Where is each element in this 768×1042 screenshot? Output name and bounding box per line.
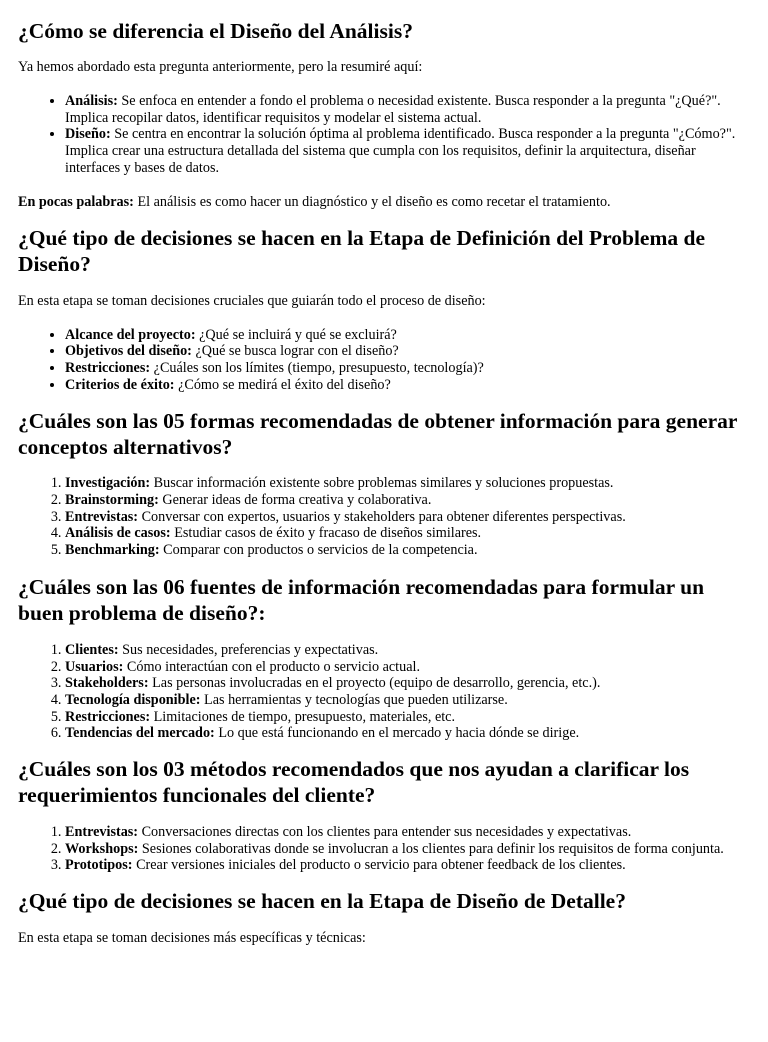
item-term: Objetivos del diseño: [65,343,192,360]
item-text: Limitaciones de tiempo, presupuesto, materiales, etc. [150,708,456,725]
list-item [65,725,750,742]
section-intro: Ya hemos abordado esta pregunta anteriormente, pero la resumiré aquí: [18,59,423,75]
section-heading: ¿Cuáles son los 03 métodos recomendados que nos ayudan a clarificar los requerimientos funcionales del cliente? [18,757,690,808]
summary-term: En pocas palabras: [18,193,134,210]
item-term: Brainstorming: [65,492,159,509]
list-item [65,857,750,874]
item-text: Estudiar casos de éxito y fracaso de diseños similares. [170,525,482,542]
item-term: Diseño: [65,126,111,143]
section-heading: ¿Cómo se diferencia el Diseño del Análisis? [18,19,413,43]
item-text: ¿Cómo se medirá el éxito del diseño? [174,376,391,393]
item-text: Crear versiones iniciales del producto o servicio para obtener feedback de los clientes. [132,857,626,874]
item-text: Sesiones colaborativas donde se involucran a los clientes para definir los requisitos de forma conjunta. [138,840,724,857]
item-text: Las personas involucradas en el proyecto (equipo de desarrollo, gerencia, etc.). [148,675,601,692]
item-term: Restricciones: [65,359,151,376]
list-item [65,525,750,542]
item-term: Entrevistas: [65,824,139,841]
list-item [65,709,750,726]
item-term: Stakeholders: [65,675,149,692]
list-item [65,659,750,676]
section-heading: ¿Qué tipo de decisiones se hacen en la Etapa de Definición del Problema de Diseño? [18,225,706,276]
item-term: Prototipos: [65,857,133,874]
item-term: Usuarios: [65,658,124,675]
item-text: Se enfoca en entender a fondo el problema o necesidad existente. Busca responder a la pregunta "¿Qué?". Implica recopilar datos, identificar requisitos y modelar el sistema actual. [65,93,721,126]
item-term: Análisis de casos: [65,525,171,542]
list-item [65,642,750,659]
bullet-list [18,93,750,177]
item-term: Análisis: [65,93,118,109]
item-text: Buscar información existente sobre problemas similares y soluciones propuestas. [150,475,614,492]
list-item [65,360,750,377]
section-intro: En esta etapa se toman decisiones más específicas y técnicas: [18,930,366,947]
section-intro: En esta etapa se toman decisiones cruciales que guiarán todo el proceso de diseño: [18,292,486,309]
item-term: Workshops: [65,840,139,857]
item-term: Alcance del proyecto: [65,326,196,343]
numbered-list [18,475,750,559]
numbered-list [18,642,750,742]
summary-text: El análisis es como hacer un diagnóstico y el diseño es como recetar el tratamiento. [133,193,611,210]
document [0,18,768,947]
item-text: ¿Qué se incluirá y qué se excluirá? [195,326,397,343]
section-heading: ¿Cuáles son las 06 fuentes de información recomendadas para formular un buen problema de diseño?: [18,574,705,625]
item-text: Cómo interactúan con el producto o servicio actual. [123,658,420,675]
item-text: ¿Qué se busca lograr con el diseño? [191,343,399,360]
list-item [65,343,750,360]
item-text: Generar ideas de forma creativa y colaborativa. [158,492,432,509]
section-heading: ¿Qué tipo de decisiones se hacen en la Etapa de Diseño de Detalle? [18,889,626,914]
item-term: Tendencias del mercado: [65,725,215,742]
list-item [65,93,750,126]
item-text: Comparar con productos o servicios de la competencia. [159,542,478,559]
item-term: Investigación: [65,475,151,492]
item-text: Conversaciones directas con los clientes para entender sus necesidades y expectativas. [138,824,632,841]
item-text: Sus necesidades, preferencias y expectativas. [118,641,379,658]
list-item [65,841,750,858]
summary-paragraph [18,194,750,211]
item-term: Benchmarking: [65,542,160,559]
list-item [65,327,750,344]
item-term: Clientes: [65,641,119,658]
list-item [65,492,750,509]
item-text: Lo que está funcionando en el mercado y hacia dónde se dirige. [214,725,580,742]
list-item [65,824,750,841]
list-item [65,692,750,709]
item-term: Entrevistas: [65,508,139,525]
list-item [65,475,750,492]
item-term: Criterios de éxito: [65,376,175,393]
list-item [65,542,750,559]
item-text: ¿Cuáles son los límites (tiempo, presupuesto, tecnología)? [150,359,484,376]
list-item [65,126,750,176]
list-item [65,675,750,692]
numbered-list [18,824,750,874]
list-item [65,509,750,526]
item-text: Conversar con expertos, usuarios y stakeholders para obtener diferentes perspectivas. [138,508,626,525]
item-term: Restricciones: [65,708,151,725]
bullet-list [18,327,750,394]
item-text: Se centra en encontrar la solución óptima al problema identificado. Busca responder a la pregunta "¿Cómo?". Implica crear una estructura detallada del sistema que cumpla con los requisitos, definir la arquitectura, diseñar interfaces y bases de datos. [65,126,736,176]
item-text: Las herramientas y tecnologías que pueden utilizarse. [200,691,508,708]
list-item [65,377,750,394]
item-term: Tecnología disponible: [65,691,201,708]
section-heading: ¿Cuáles son las 05 formas recomendadas de obtener información para generar conceptos alternativos? [18,409,738,460]
